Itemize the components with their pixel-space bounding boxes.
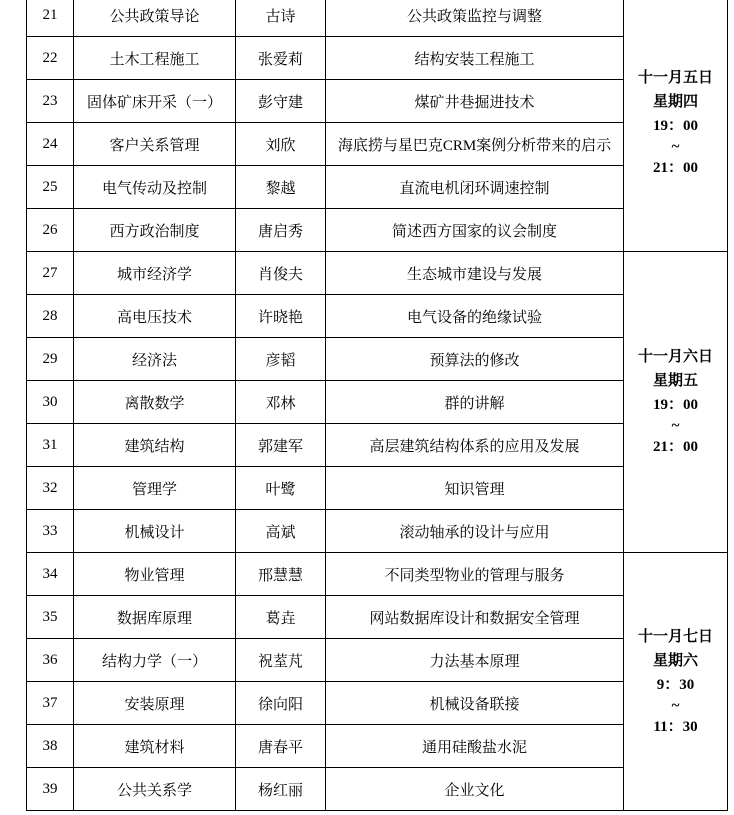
session-weekday: 星期五 bbox=[652, 373, 698, 389]
course-name-cell: 公共政策导论 bbox=[74, 0, 236, 37]
row-number-cell: 31 bbox=[27, 424, 74, 467]
teacher-name-cell: 张爱莉 bbox=[236, 37, 326, 80]
lecture-topic-cell: 公共政策监控与调整 bbox=[326, 0, 624, 37]
lecture-topic-cell: 通用硅酸盐水泥 bbox=[326, 725, 624, 768]
lecture-topic-cell: 预算法的修改 bbox=[326, 338, 624, 381]
row-number-cell: 25 bbox=[27, 166, 74, 209]
lecture-topic-cell: 海底捞与星巴克CRM案例分析带来的启示 bbox=[326, 123, 624, 166]
lecture-topic-cell: 煤矿井巷掘进技术 bbox=[326, 80, 624, 123]
row-number-cell: 35 bbox=[27, 596, 74, 639]
row-number-cell: 29 bbox=[27, 338, 74, 381]
course-name-cell: 建筑结构 bbox=[74, 424, 236, 467]
course-name-cell: 结构力学（一） bbox=[74, 639, 236, 682]
lecture-topic-cell: 结构安装工程施工 bbox=[326, 37, 624, 80]
session-start-time: 19：00 bbox=[652, 397, 698, 413]
table-row bbox=[27, 596, 728, 639]
teacher-name-cell: 唐启秀 bbox=[236, 209, 326, 252]
table-row bbox=[27, 467, 728, 510]
table-row bbox=[27, 166, 728, 209]
row-number-cell: 39 bbox=[27, 768, 74, 811]
row-number-cell: 33 bbox=[27, 510, 74, 553]
session-date: 十一月六日 bbox=[637, 349, 713, 365]
row-number-cell: 24 bbox=[27, 123, 74, 166]
session-cell bbox=[624, 553, 728, 811]
lecture-topic-cell: 群的讲解 bbox=[326, 381, 624, 424]
schedule-body bbox=[27, 0, 728, 811]
table-row bbox=[27, 209, 728, 252]
course-name-cell: 固体矿床开采（一） bbox=[74, 80, 236, 123]
table-row bbox=[27, 37, 728, 80]
lecture-topic-cell: 知识管理 bbox=[326, 467, 624, 510]
course-name-cell: 西方政治制度 bbox=[74, 209, 236, 252]
teacher-name-cell: 彭守建 bbox=[236, 80, 326, 123]
session-cell bbox=[624, 0, 728, 252]
table-row bbox=[27, 252, 728, 295]
lecture-topic-cell: 网站数据库设计和数据安全管理 bbox=[326, 596, 624, 639]
table-row bbox=[27, 80, 728, 123]
lecture-topic-cell: 简述西方国家的议会制度 bbox=[326, 209, 624, 252]
row-number-cell: 21 bbox=[27, 0, 74, 37]
table-row bbox=[27, 381, 728, 424]
teacher-name-cell: 唐春平 bbox=[236, 725, 326, 768]
course-name-cell: 机械设计 bbox=[74, 510, 236, 553]
row-number-cell: 30 bbox=[27, 381, 74, 424]
table-row bbox=[27, 123, 728, 166]
session-tilde: ~ bbox=[671, 697, 680, 714]
course-schedule-table bbox=[26, 0, 728, 811]
row-number-cell: 37 bbox=[27, 682, 74, 725]
course-name-cell: 物业管理 bbox=[74, 553, 236, 596]
session-tilde: ~ bbox=[671, 138, 680, 155]
course-name-cell: 经济法 bbox=[74, 338, 236, 381]
course-name-cell: 建筑材料 bbox=[74, 725, 236, 768]
lecture-topic-cell: 滚动轴承的设计与应用 bbox=[326, 510, 624, 553]
session-cell bbox=[624, 252, 728, 553]
session-date: 十一月五日 bbox=[637, 69, 713, 86]
row-number-cell: 22 bbox=[27, 37, 74, 80]
row-number-cell: 26 bbox=[27, 209, 74, 252]
course-name-cell: 电气传动及控制 bbox=[74, 166, 236, 209]
session-start-time: 19：00 bbox=[652, 117, 698, 134]
course-name-cell: 土木工程施工 bbox=[74, 37, 236, 80]
teacher-name-cell: 郭建军 bbox=[236, 424, 326, 467]
teacher-name-cell: 彦韬 bbox=[236, 338, 326, 381]
course-name-cell: 管理学 bbox=[74, 467, 236, 510]
course-name-cell: 客户关系管理 bbox=[74, 123, 236, 166]
table-row bbox=[27, 768, 728, 811]
lecture-topic-cell: 电气设备的绝缘试验 bbox=[326, 295, 624, 338]
lecture-topic-cell: 机械设备联接 bbox=[326, 682, 624, 725]
table-row bbox=[27, 553, 728, 596]
course-name-cell: 安装原理 bbox=[74, 682, 236, 725]
row-number-cell: 32 bbox=[27, 467, 74, 510]
teacher-name-cell: 徐向阳 bbox=[236, 682, 326, 725]
course-name-cell: 数据库原理 bbox=[74, 596, 236, 639]
table-row bbox=[27, 682, 728, 725]
teacher-name-cell: 葛垚 bbox=[236, 596, 326, 639]
table-row bbox=[27, 510, 728, 553]
table-row bbox=[27, 424, 728, 467]
lecture-topic-cell: 企业文化 bbox=[326, 768, 624, 811]
row-number-cell: 27 bbox=[27, 252, 74, 295]
row-number-cell: 34 bbox=[27, 553, 74, 596]
session-weekday: 星期四 bbox=[652, 93, 698, 110]
lecture-topic-cell: 生态城市建设与发展 bbox=[326, 252, 624, 295]
teacher-name-cell: 黎越 bbox=[236, 166, 326, 209]
table-row bbox=[27, 725, 728, 768]
teacher-name-cell: 祝荎芃 bbox=[236, 639, 326, 682]
row-number-cell: 23 bbox=[27, 80, 74, 123]
teacher-name-cell: 叶鹭 bbox=[236, 467, 326, 510]
session-start-time: 9：30 bbox=[656, 676, 695, 693]
teacher-name-cell: 刘欣 bbox=[236, 123, 326, 166]
row-number-cell: 36 bbox=[27, 639, 74, 682]
session-tilde: ~ bbox=[671, 418, 680, 434]
teacher-name-cell: 邓林 bbox=[236, 381, 326, 424]
teacher-name-cell: 杨红丽 bbox=[236, 768, 326, 811]
course-name-cell: 高电压技术 bbox=[74, 295, 236, 338]
row-number-cell: 38 bbox=[27, 725, 74, 768]
lecture-topic-cell: 高层建筑结构体系的应用及发展 bbox=[326, 424, 624, 467]
course-name-cell: 城市经济学 bbox=[74, 252, 236, 295]
session-end-time: 21：00 bbox=[652, 159, 698, 176]
teacher-name-cell: 古诗 bbox=[236, 0, 326, 37]
course-name-cell: 公共关系学 bbox=[74, 768, 236, 811]
teacher-name-cell: 肖俊夫 bbox=[236, 252, 326, 295]
lecture-topic-cell: 直流电机闭环调速控制 bbox=[326, 166, 624, 209]
session-weekday: 星期六 bbox=[652, 652, 698, 669]
row-number-cell: 28 bbox=[27, 295, 74, 338]
session-end-time: 11：30 bbox=[653, 718, 698, 735]
lecture-topic-cell: 力法基本原理 bbox=[326, 639, 624, 682]
session-end-time: 21：00 bbox=[652, 439, 698, 455]
teacher-name-cell: 许晓艳 bbox=[236, 295, 326, 338]
teacher-name-cell: 邢慧慧 bbox=[236, 553, 326, 596]
lecture-topic-cell: 不同类型物业的管理与服务 bbox=[326, 553, 624, 596]
table-row bbox=[27, 639, 728, 682]
table-row bbox=[27, 0, 728, 37]
table-row bbox=[27, 295, 728, 338]
table-row bbox=[27, 338, 728, 381]
teacher-name-cell: 高斌 bbox=[236, 510, 326, 553]
course-name-cell: 离散数学 bbox=[74, 381, 236, 424]
session-date: 十一月七日 bbox=[637, 628, 713, 645]
